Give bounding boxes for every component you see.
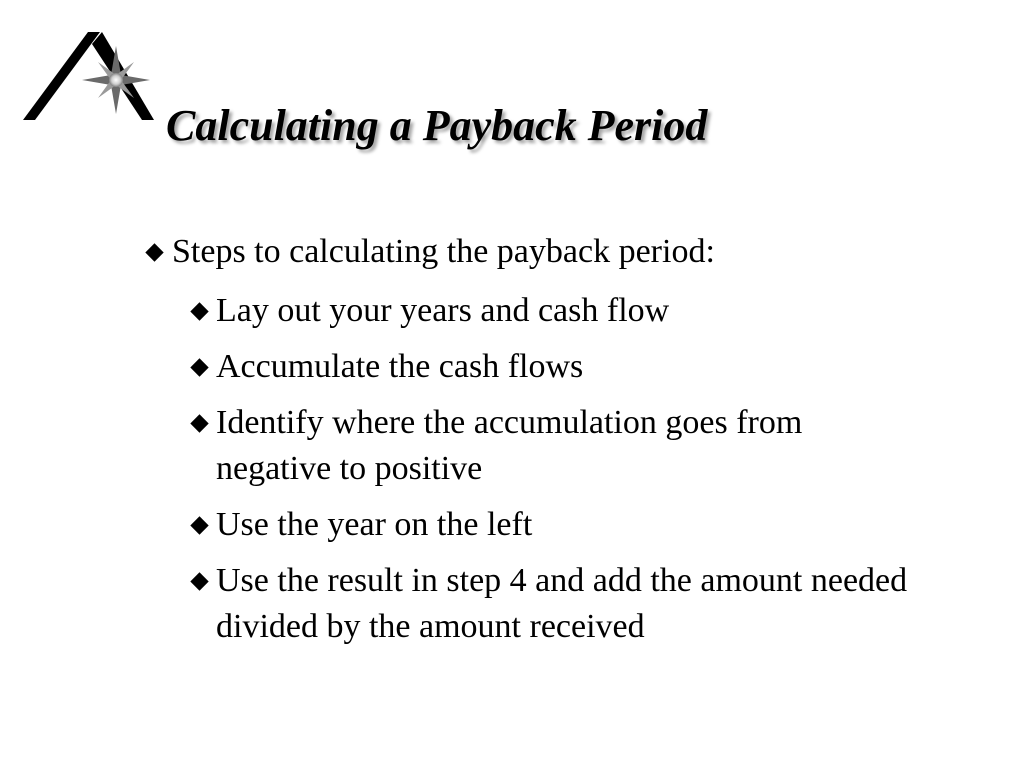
diamond-bullet-icon [145, 243, 163, 261]
bullet-text: Steps to calculating the payback period: [172, 233, 715, 270]
bullet-text: Use the year on the left [216, 506, 533, 543]
sub-bullet-item [140, 558, 920, 650]
sub-bullet-item [140, 288, 920, 334]
diamond-bullet-icon [190, 302, 208, 320]
diamond-bullet-icon [190, 414, 208, 432]
slide-title: Calculating a Payback Period [166, 101, 708, 150]
bullet-text: Lay out your years and cash flow [216, 292, 670, 329]
sub-bullet-item [140, 400, 920, 492]
sub-bullet-item [140, 344, 920, 390]
diamond-bullet-icon [190, 358, 208, 376]
peak-star-logo-icon [20, 28, 160, 128]
bullet-text: Use the result in step 4 and add the amount needed divided by the amount received [216, 562, 908, 645]
sub-bullet-item [140, 502, 920, 548]
bullet-item [140, 232, 920, 272]
diamond-bullet-icon [190, 572, 208, 590]
diamond-bullet-icon [190, 516, 208, 534]
bullet-list [140, 232, 920, 660]
bullet-text: Identify where the accumulation goes from negative to positive [216, 404, 803, 487]
bullet-text: Accumulate the cash flows [216, 348, 584, 385]
